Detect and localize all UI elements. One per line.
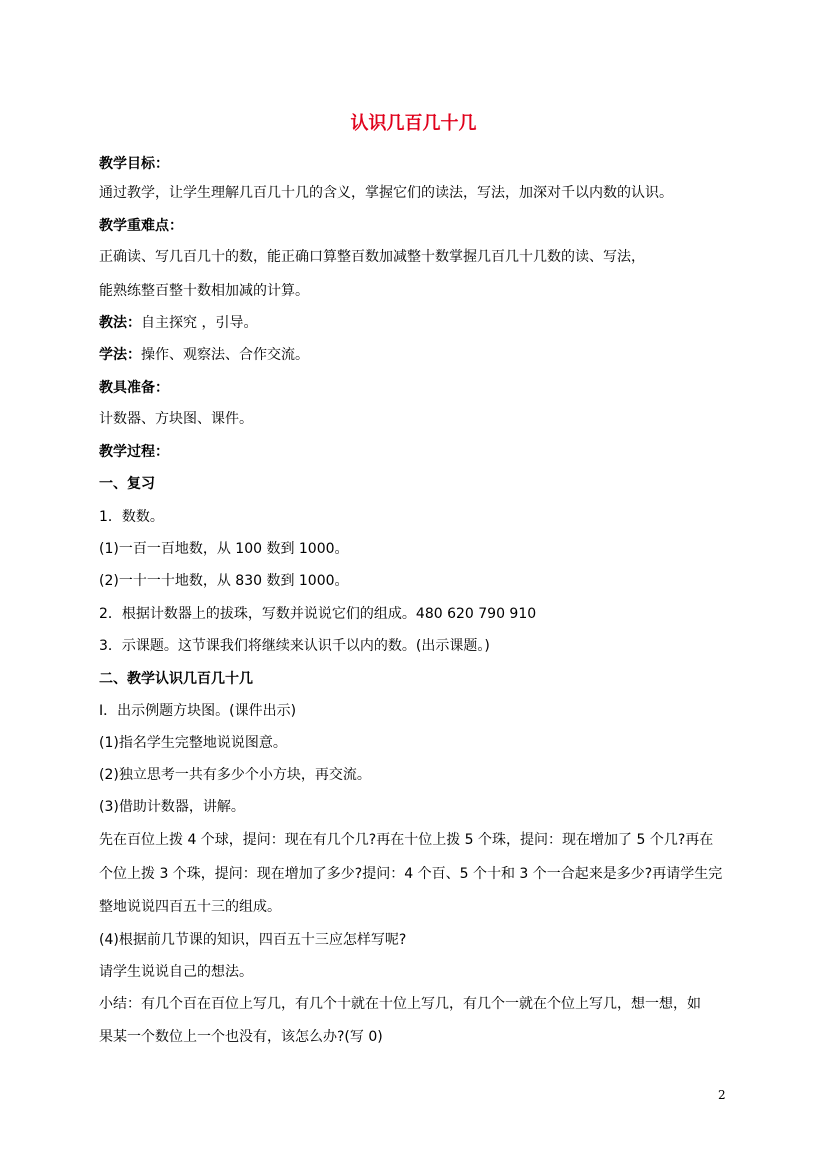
text-line bbox=[99, 669, 253, 689]
text-line bbox=[99, 962, 253, 982]
text-line bbox=[99, 247, 645, 267]
paragraph-text: (1)指名学生完整地说说图意。 bbox=[99, 735, 287, 751]
paragraph-text: 个位上拨 3 个珠，提问：现在增加了多少?提问：4 个百、5 个十和 3 个一合起来是多少?再请学生完 bbox=[99, 866, 723, 882]
section-heading: 教具准备： bbox=[99, 380, 169, 396]
section-heading: 教法： bbox=[99, 315, 141, 331]
paragraph-text: 正确读、写几百几十的数，能正确口算整百数加减整十数掌握几百几十几数的读、写法， bbox=[99, 249, 645, 265]
paragraph-text: 2．根据计数器上的拔珠，写数并说说它们的组成。480 620 790 910 bbox=[99, 606, 537, 622]
text-line bbox=[99, 797, 245, 817]
text-line bbox=[99, 345, 309, 365]
paragraph-text: (4)根据前几节课的知识，四百五十三应怎样写呢? bbox=[99, 932, 407, 948]
paragraph-text: 整地说说四百五十三的组成。 bbox=[99, 899, 281, 915]
text-line bbox=[99, 183, 673, 203]
text-line bbox=[99, 442, 169, 462]
section-heading: 教学过程： bbox=[99, 444, 169, 460]
paragraph-text: 操作、观察法、合作交流。 bbox=[141, 347, 309, 363]
paragraph-text: 通过教学，让学生理解几百几十几的含义，掌握它们的读法，写法，加深对千以内数的认识。 bbox=[99, 185, 673, 201]
text-line bbox=[99, 281, 309, 301]
paragraph-text: (1)一百一百地数，从 100 数到 1000。 bbox=[99, 541, 349, 557]
paragraph-text: 自主探究 ，引导。 bbox=[141, 315, 258, 331]
paragraph-text: I．出示例题方块图。(课件出示) bbox=[99, 703, 297, 719]
text-line bbox=[99, 216, 183, 236]
text-line bbox=[99, 765, 371, 785]
text-line bbox=[99, 507, 164, 527]
paragraph-text: 计数器、方块图、课件。 bbox=[99, 411, 253, 427]
paragraph-text: 先在百位上拨 4 个球，提问：现在有几个几?再在十位上拨 5 个珠，提问：现在增加了 5 个几?再在 bbox=[99, 832, 714, 848]
paragraph-text: (2)一十一十地数，从 830 数到 1000。 bbox=[99, 573, 349, 589]
section-heading: 一、复习 bbox=[99, 476, 155, 492]
text-line bbox=[99, 930, 406, 950]
page-number: 2 bbox=[718, 1088, 726, 1102]
section-heading: 学法： bbox=[99, 347, 141, 363]
section-heading: 教学目标： bbox=[99, 156, 169, 172]
text-line bbox=[99, 701, 296, 721]
text-line bbox=[99, 994, 701, 1014]
paragraph-text: 小结：有几个百在百位上写几，有几个十就在十位上写几，有几个一就在个位上写几，想一想，如 bbox=[99, 996, 701, 1012]
text-line bbox=[99, 897, 281, 917]
text-line bbox=[99, 378, 169, 398]
paragraph-text: 能熟练整百整十数相加减的计算。 bbox=[99, 283, 309, 299]
text-line bbox=[99, 604, 536, 624]
text-line bbox=[99, 474, 155, 494]
paragraph-text: 1．数数。 bbox=[99, 509, 164, 525]
text-line bbox=[99, 409, 253, 429]
text-line bbox=[99, 830, 713, 850]
paragraph-text: 果某一个数位上一个也没有，该怎么办?(写 0) bbox=[99, 1029, 383, 1045]
document-title: 认识几百几十几 bbox=[350, 113, 477, 134]
paragraph-text: (2)独立思考一共有多少个小方块，再交流。 bbox=[99, 767, 371, 783]
paragraph-text: 请学生说说自己的想法。 bbox=[99, 964, 253, 980]
text-line bbox=[99, 636, 490, 656]
text-line bbox=[99, 571, 349, 591]
section-heading: 教学重难点： bbox=[99, 218, 183, 234]
section-heading: 二、教学认识几百几十几 bbox=[99, 671, 253, 687]
text-line bbox=[99, 1027, 383, 1047]
text-line bbox=[99, 539, 349, 559]
text-line bbox=[99, 733, 287, 753]
text-line bbox=[99, 313, 257, 333]
text-line bbox=[99, 864, 722, 884]
paragraph-text: 3．示课题。这节课我们将继续来认识千以内的数。(出示课题。) bbox=[99, 638, 490, 654]
text-line bbox=[99, 154, 169, 174]
paragraph-text: (3)借助计数器，讲解。 bbox=[99, 799, 245, 815]
